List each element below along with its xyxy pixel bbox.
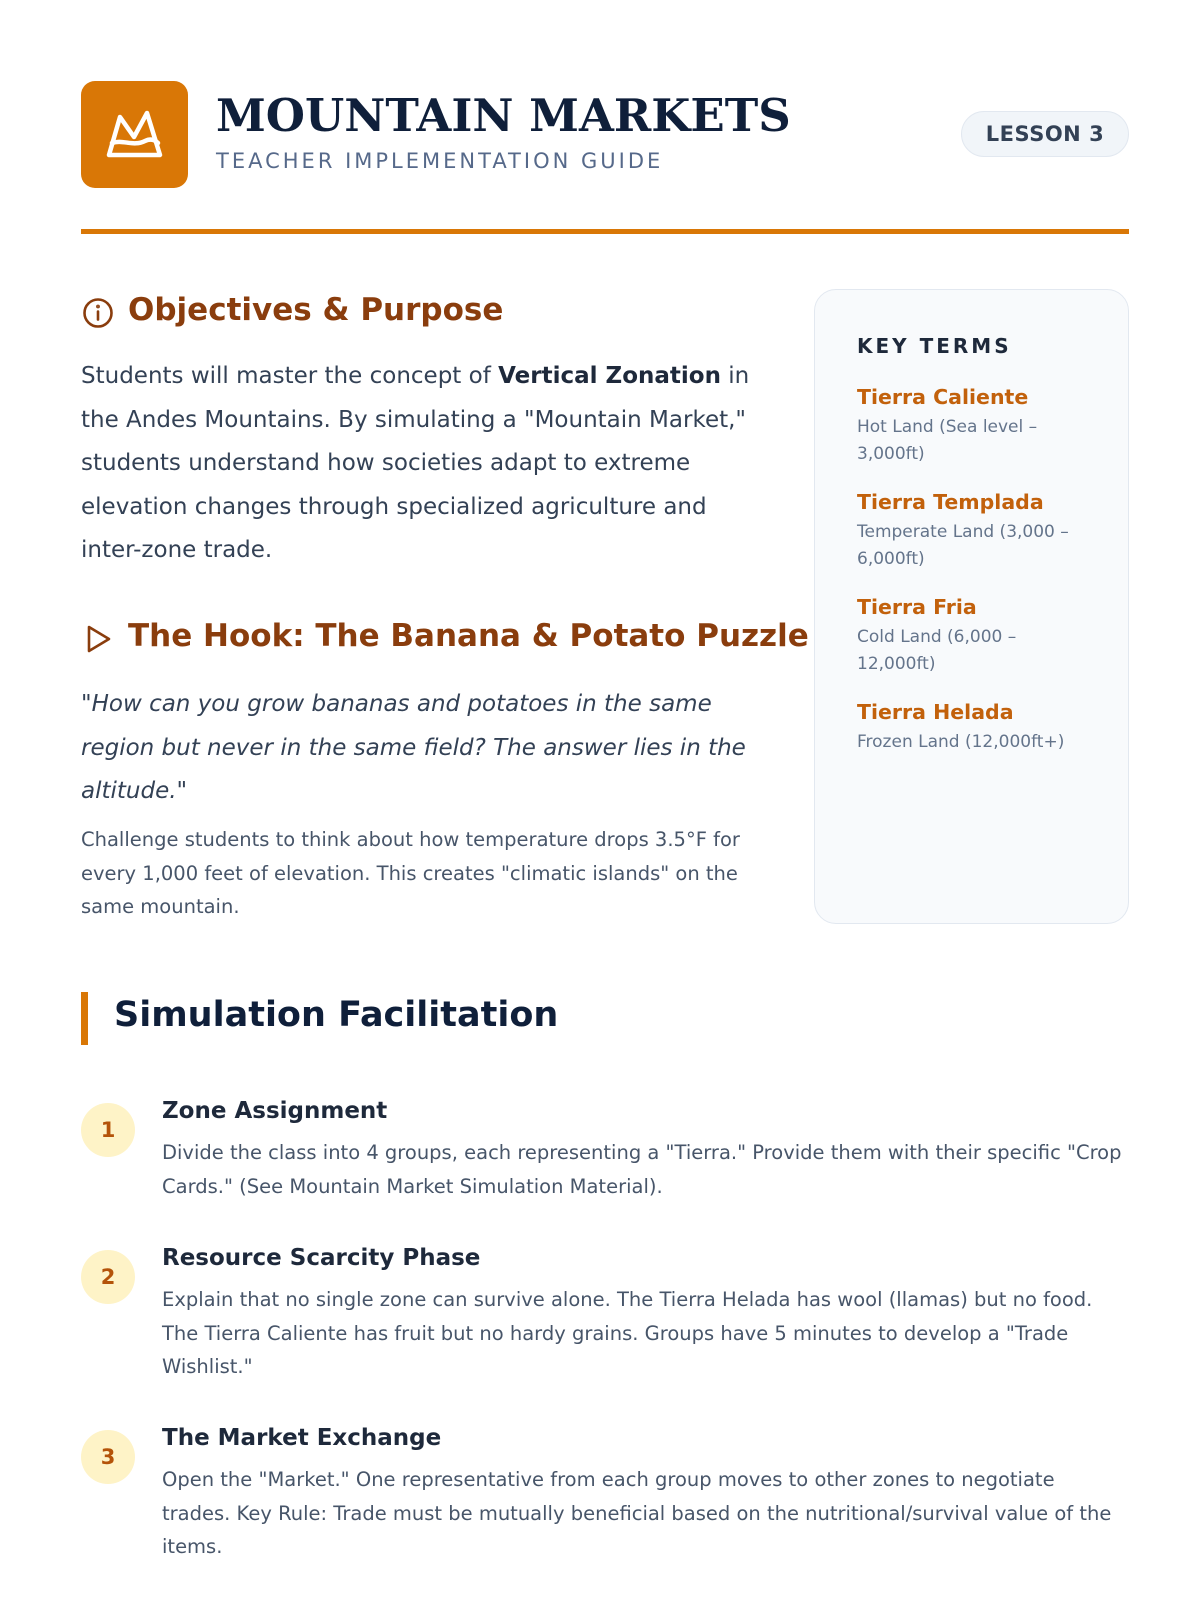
key-term-name: Tierra Caliente [857,385,1029,409]
objectives-body-lead: Students will master the concept of [81,363,499,389]
key-term-description: Frozen Land (12,000ft+) [857,732,1065,752]
brand-subtitle: TEACHER IMPLEMENTATION GUIDE [216,149,664,173]
objectives-body [81,355,761,573]
brand-title: MOUNTAIN MARKETS [216,89,791,142]
section-accent-bar [81,992,88,1045]
step-title: Resource Scarcity Phase [162,1245,481,1271]
page-header [81,81,1129,189]
hook-heading [81,618,809,662]
step-title: The Market Exchange [162,1425,442,1451]
step-description: Divide the class into 4 groups, each representing a "Tierra." Provide them with their specific "Crop Cards." (See Mountain Market Simulation Material). [162,1141,1122,1198]
step-number-badge: 1 [81,1103,135,1157]
play-triangle-icon [81,622,115,664]
info-circle-icon [81,296,115,338]
key-term [857,592,1097,678]
simulation-heading: Simulation Facilitation [114,995,559,1035]
lesson-badge: LESSON 3 [961,111,1129,157]
step-number-badge: 3 [81,1430,135,1484]
mountain-logo-icon [81,81,188,188]
step-description: Explain that no single zone can survive alone. The Tierra Helada has wool (llamas) but no food. The Tierra Caliente has fruit but no hardy grains. Groups have 5 minutes to develop a "Trade Wishlist." [162,1288,1093,1378]
step-description: Open the "Market." One representative from each group moves to other zones to negotiate trades. Key Rule: Trade must be mutually beneficial based on the nutritional/survival value of the items. [162,1468,1112,1558]
hook-quote: "How can you grow bananas and potatoes in the same region but never in the same field? The answer lies in the altitude." [81,691,746,804]
key-term [857,487,1097,573]
header-divider [81,229,1129,234]
key-terms-title: KEY TERMS [857,334,1012,358]
hook-heading-text: The Hook: The Banana & Potato Puzzle [128,618,809,654]
key-term [857,697,1097,756]
objectives-heading-text: Objectives & Purpose [128,292,504,328]
key-term-description: Temperate Land (3,000 – 6,000ft) [857,522,1069,569]
key-term-name: Tierra Templada [857,490,1044,514]
objectives-key-concept: Vertical Zonation [498,363,721,389]
step-title: Zone Assignment [162,1098,388,1124]
key-terms-card [814,289,1129,924]
objectives-heading [81,292,781,336]
key-term-name: Tierra Helada [857,700,1014,724]
key-term-description: Hot Land (Sea level – 3,000ft) [857,417,1038,464]
key-term-description: Cold Land (6,000 – 12,000ft) [857,627,1017,674]
step-number-badge: 2 [81,1250,135,1304]
key-term-name: Tierra Fria [857,595,977,619]
hook-body: Challenge students to think about how temperature drops 3.5°F for every 1,000 feet of elevation. This creates "climatic islands" on the same mountain. [81,828,740,918]
key-term [857,382,1097,468]
objectives-body-rest: in the Andes Mountains. By simulating a "Mountain Market," students understand how societies adapt to extreme elevation changes through specialized agriculture and inter-zone trade. [81,363,750,563]
